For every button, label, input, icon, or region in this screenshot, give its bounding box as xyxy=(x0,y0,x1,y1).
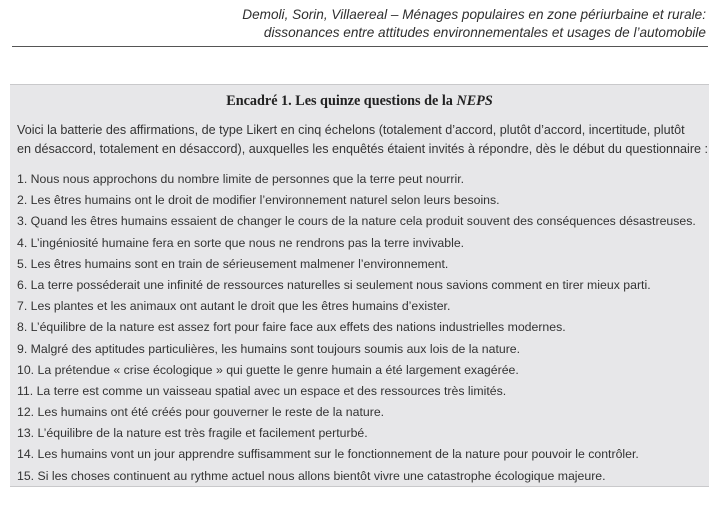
intro-paragraph xyxy=(17,121,709,159)
running-header xyxy=(242,6,706,42)
question-item: 6. La terre posséderait une infinité de ressources naturelles si seulement nous savions comment en tirer mieux parti. xyxy=(17,277,651,292)
intro-line-1: Voici la batterie des affirmations, de type Likert en cinq échelons (totalement d’accord, plutôt d’accord, incertitude, plutôt xyxy=(17,123,685,137)
questions-list xyxy=(17,169,701,487)
encadre-box xyxy=(10,84,709,487)
question-item: 15. Si les choses continuent au rythme actuel nous allons bientôt vivre une catastrophe écologique majeure. xyxy=(17,468,606,483)
running-header-line-1: Demoli, Sorin, Villaereal – Ménages populaires en zone périurbaine et rurale: xyxy=(242,7,706,22)
question-item: 12. Les humains ont été créés pour gouverner le reste de la nature. xyxy=(17,405,385,420)
header-rule xyxy=(12,46,708,47)
question-item: 8. L’équilibre de la nature est assez fort pour faire face aux effets des nations industrielles modernes. xyxy=(17,320,566,335)
question-item: 2. Les êtres humains ont le droit de modifier l’environnement naturel selon leurs besoins. xyxy=(17,193,500,208)
question-item: 4. L’ingéniosité humaine fera en sorte que nous ne rendrons pas la terre invivable. xyxy=(17,235,465,250)
question-item: 13. L’équilibre de la nature est très fragile et facilement perturbé. xyxy=(17,426,368,441)
question-item: 11. La terre est comme un vaisseau spatial avec un espace et des ressources très limités. xyxy=(17,383,507,398)
box-title xyxy=(10,93,709,110)
question-item: 1. Nous nous approchons du nombre limite de personnes que la terre peut nourrir. xyxy=(17,172,465,186)
question-item: 3. Quand les êtres humains essaient de changer le cours de la nature cela produit souvent des conséquences désastreuses. xyxy=(17,214,696,229)
question-item: 5. Les êtres humains sont en train de sérieusement malmener l’environnement. xyxy=(17,256,449,271)
question-item: 7. Les plantes et les animaux ont autant le droit que les êtres humains d’exister. xyxy=(17,299,451,314)
box-title-text: Encadré 1. Les quinze questions de la xyxy=(226,93,457,109)
question-item: 10. La prétendue « crise écologique » qui guette le genre humain a été largement exagérée. xyxy=(17,362,519,377)
question-item: 14. Les humains vont un jour apprendre suffisamment sur le fonctionnement de la nature pour pouvoir le contrôler. xyxy=(17,447,639,462)
intro-line-2: en désaccord, totalement en désaccord), auxquelles les enquêtés étaient invités à répondre, dès le début du questionnaire : xyxy=(17,142,709,156)
running-header-line-2: dissonances entre attitudes environnementales et usages de l’automobile xyxy=(263,25,706,40)
question-item: 9. Malgré des aptitudes particulières, les humains sont toujours soumis aux lois de la nature. xyxy=(17,341,521,356)
box-title-acronym: NEPS xyxy=(456,93,493,109)
